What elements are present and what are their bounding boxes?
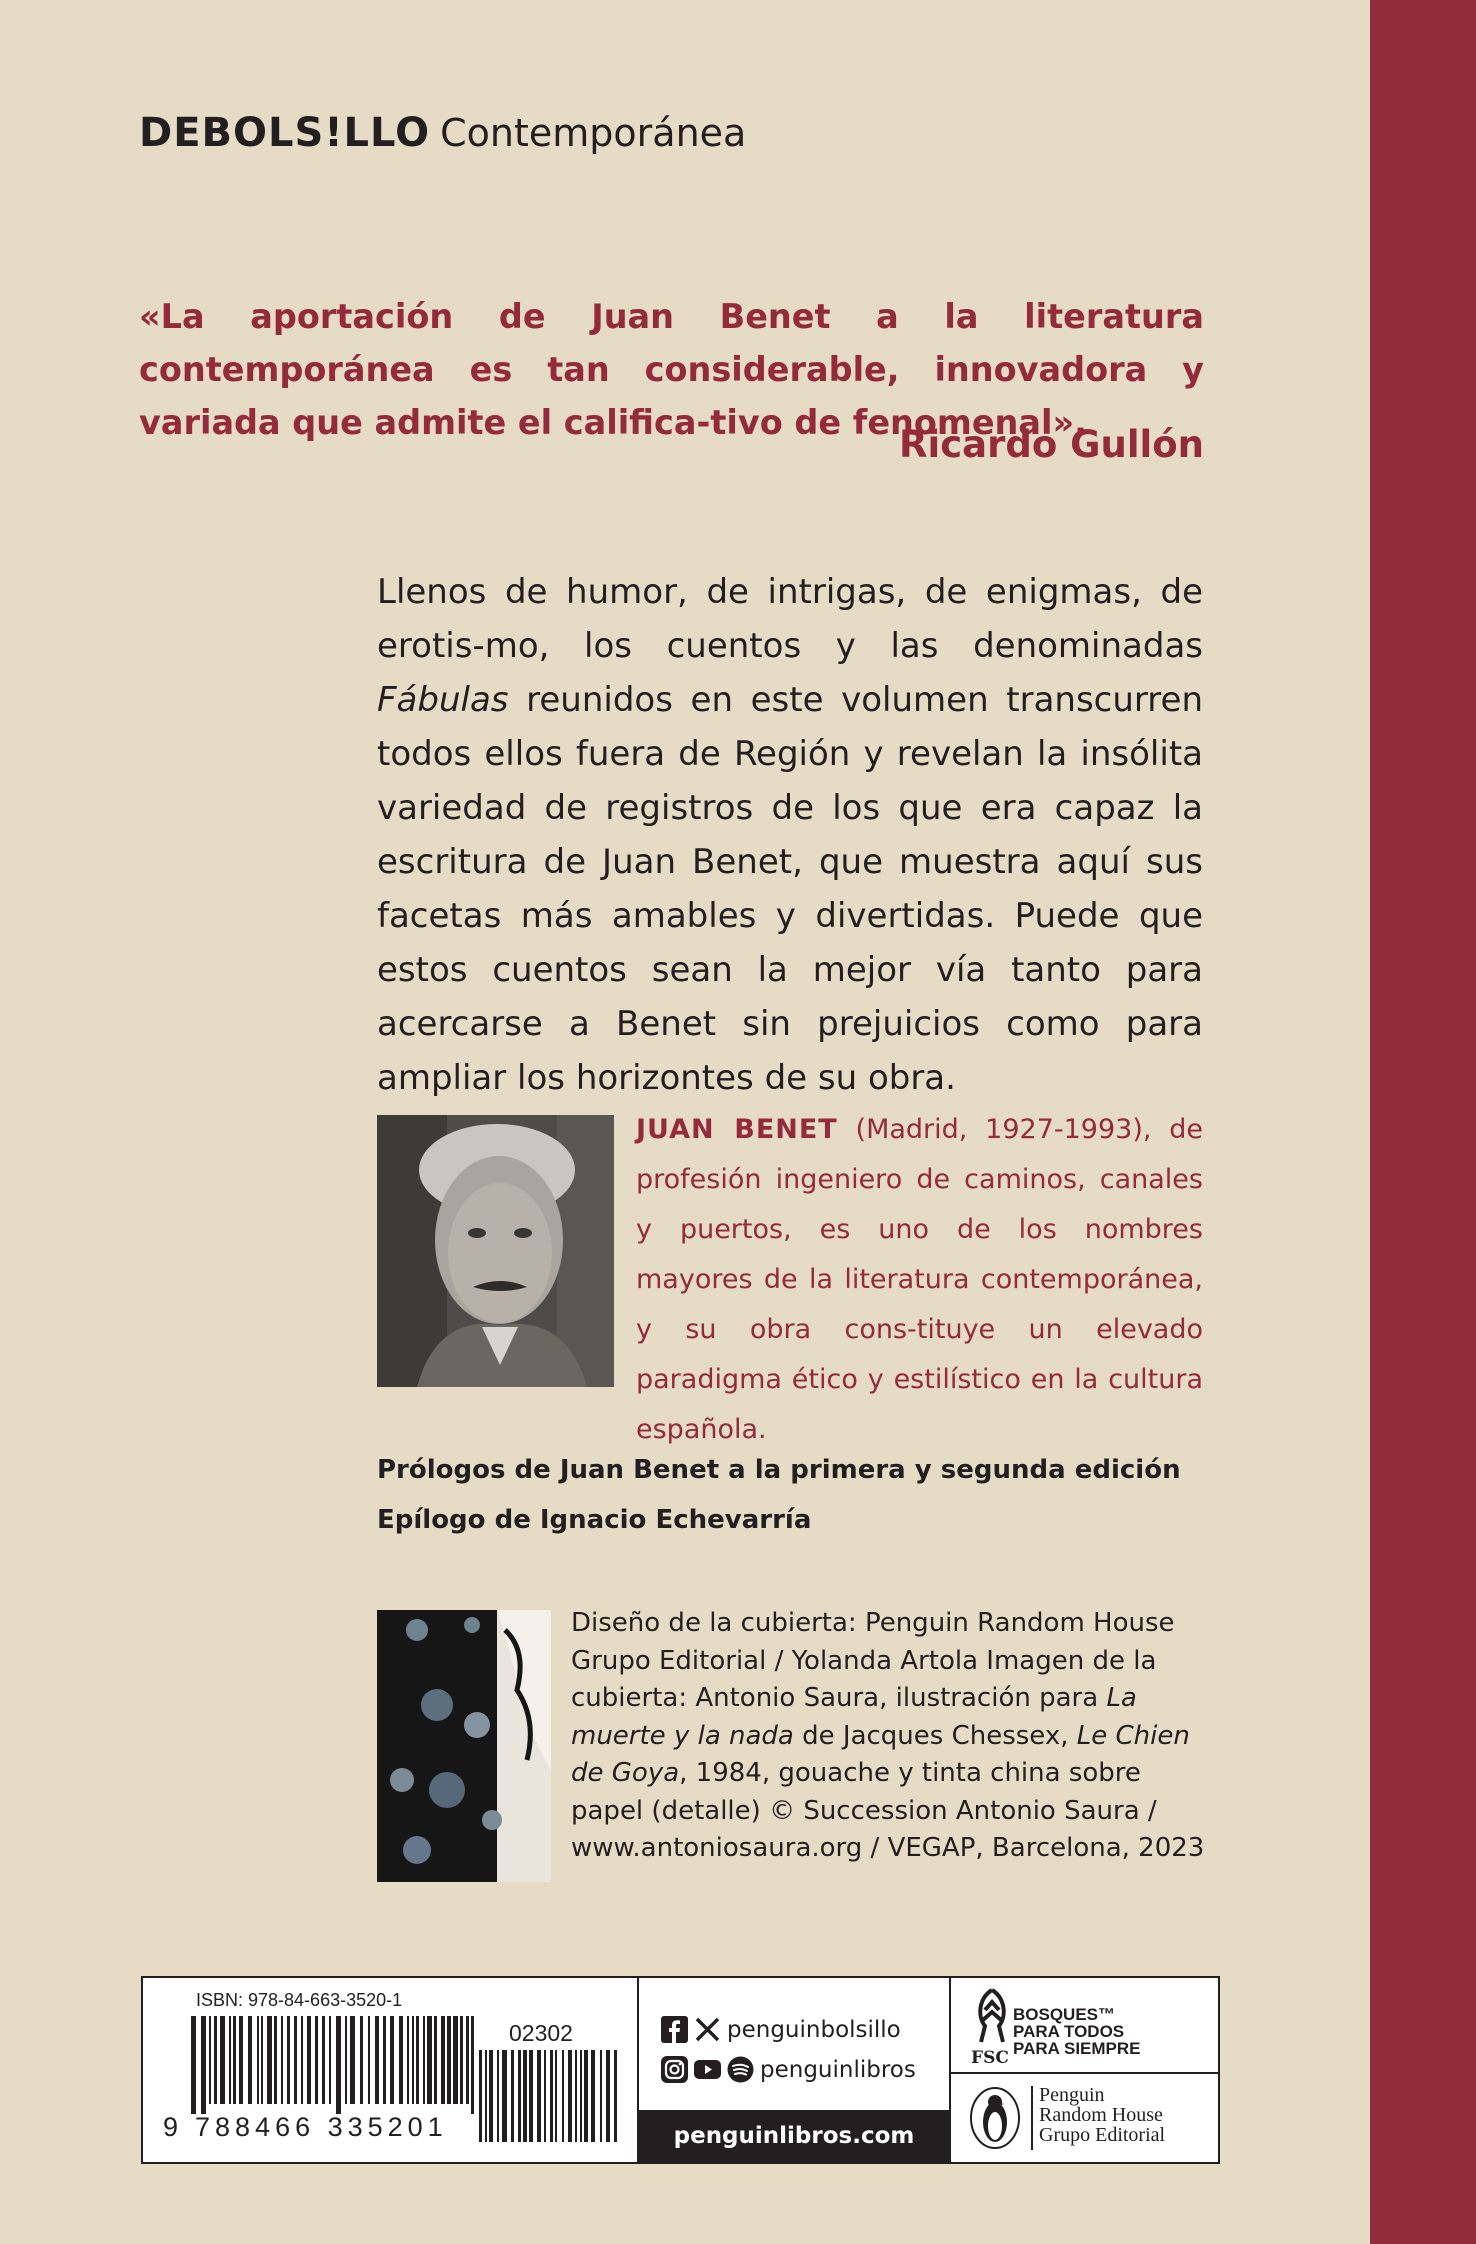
barcode-bar [544, 2050, 546, 2142]
barcode-bar [497, 2050, 499, 2142]
barcode-bar [584, 2050, 588, 2142]
author-bio [636, 1105, 1203, 1455]
barcode-bar [399, 2016, 403, 2104]
blurb-quote: «La aportación de Juan Benet a la literatura contemporánea es tan considerable, innovadora y variada que admite el califica-tivo de fenomenal». [139, 297, 1204, 442]
barcode-bar [453, 2016, 458, 2104]
author-name: JUAN BENET [636, 1114, 838, 1145]
barcode-bar [511, 2050, 514, 2142]
barcode-bar [350, 2016, 355, 2104]
barcode-bar [301, 2016, 303, 2104]
barcode-bar [315, 2016, 318, 2104]
barcode-bar [261, 2016, 263, 2104]
author-bio-text: (Madrid, 1927-1993), de profesión ingeniero de caminos, canales y puertos, es uno de los nombres mayores de la literatura contemporánea, y su obra cons-tituye un elevado paradigma ético y estilístico en la cultura española. [636, 1114, 1203, 1445]
barcode-bar [523, 2050, 527, 2142]
fsc-label: FSC [971, 2048, 1009, 2068]
barcode-bar [214, 2016, 217, 2104]
barcode-bar [257, 2016, 259, 2104]
barcode-bar [466, 2016, 469, 2104]
prh-line-1: Penguin [1039, 2084, 1105, 2106]
design-credit: Diseño de la cubierta: Penguin Random House Grupo Editorial / Yolanda Artola [571, 1608, 1175, 1676]
footer-info-box [141, 1976, 1220, 2164]
website-link[interactable]: penguinlibros.com [639, 2110, 949, 2162]
barcode-bar [229, 2016, 231, 2104]
quote-author: Ricardo Gullón [899, 423, 1204, 466]
barcode-bar [447, 2016, 451, 2104]
barcode-bar [434, 2016, 437, 2104]
barcode-bar [383, 2016, 386, 2104]
cover-design-credits [571, 1605, 1211, 1868]
prh-wordmark [1039, 2085, 1165, 2145]
synopsis [377, 565, 1203, 1105]
fsc-tagline-2: PARA TODOS [1013, 2022, 1125, 2041]
fsc-tagline-1: BOSQUES™ [1013, 2005, 1116, 2024]
barcode-bar [529, 2050, 533, 2142]
barcode-bar [502, 2050, 507, 2142]
barcode-bar [287, 2016, 290, 2104]
publisher-brand [139, 110, 746, 156]
barcode-bar [441, 2016, 445, 2104]
barcode-bar [614, 2050, 617, 2142]
image-credit-2: de Jacques Chessex, [793, 1720, 1077, 1751]
barcode-bar [423, 2016, 425, 2104]
image-credit-1: Imagen de la cubierta: Antonio Saura, ilustración para [571, 1645, 1157, 1713]
epilogue-credit: Epílogo de Ignacio Echevarría [377, 1505, 812, 1535]
ean-digits: 788466 335201 [195, 2112, 448, 2142]
fsc-tree-icon [971, 1986, 1013, 2046]
prh-line-2: Random House [1039, 2104, 1163, 2126]
logos-area [951, 1978, 1218, 2162]
social-row-2 [661, 2056, 916, 2083]
barcode-bar [555, 2050, 557, 2142]
barcode-bar [412, 2016, 414, 2104]
barcode-bar [345, 2016, 347, 2104]
logos-divider [951, 2072, 1218, 2074]
ean-first-digit: 9 [163, 2112, 179, 2142]
barcode-bar [322, 2016, 325, 2104]
barcode-bar [575, 2050, 577, 2142]
barcode-bar [600, 2050, 602, 2142]
barcode-bar [191, 2016, 196, 2114]
barcode-bar [267, 2016, 272, 2104]
barcode-bar [606, 2050, 610, 2142]
barcode-bar [329, 2016, 331, 2104]
prologues-credit: Prólogos de Juan Benet a la primera y segunda edición [377, 1455, 1181, 1485]
barcode-bar [580, 2050, 582, 2142]
barcode-bar [562, 2050, 564, 2142]
barcode-bar [407, 2016, 409, 2104]
copyright-credit: © Succession Antonio Saura / www.antoniosaura.org / VEGAP, Barcelona, 2023 [571, 1795, 1205, 1863]
barcode-bar [274, 2016, 277, 2104]
barcode-bar [390, 2016, 394, 2104]
barcode-bar [220, 2016, 225, 2104]
barcode-bar [375, 2016, 379, 2104]
price-barcode [479, 2050, 619, 2142]
barcode-bar [281, 2016, 283, 2104]
image-credit-title-2: Le Chien de Goya [571, 1720, 1190, 1788]
barcode-bar [471, 2016, 474, 2114]
barcode-bar [368, 2016, 370, 2104]
youtube-icon[interactable] [694, 2056, 721, 2083]
barcode-bar [485, 2050, 487, 2142]
barcode-bar [336, 2016, 341, 2114]
barcode-bar [427, 2016, 432, 2104]
synopsis-text-1: Llenos de humor, de intrigas, de enigmas, de erotis-mo, los cuentos y las denominadas [377, 572, 1203, 666]
handle-penguinbolsillo[interactable]: penguinbolsillo [727, 2016, 901, 2043]
instagram-icon[interactable] [661, 2056, 688, 2083]
barcode-bar [209, 2016, 211, 2104]
barcode-bar [460, 2016, 463, 2104]
x-twitter-icon[interactable] [694, 2016, 721, 2043]
fsc-tagline [1013, 2006, 1141, 2057]
price-code: 02302 [509, 2020, 573, 2046]
series-name: Contemporánea [440, 111, 747, 155]
synopsis-text-2: reunidos en este volumen transcurren todos ellos fuera de Región y revelan la insólita variedad de registros de los que era capaz la escritura de Juan Benet, que muestra aquí sus facetas más amables y divertidas. Puede que estos cuentos sean la mejor vía tanto para acercarse a Benet sin prejuicios como para ampliar los horizontes de su obra. [377, 680, 1203, 1098]
barcode-bar [489, 2050, 493, 2142]
barcode-bar [239, 2016, 243, 2104]
cover-artwork-thumbnail [377, 1610, 551, 1882]
barcode-bar [360, 2016, 363, 2104]
barcode-bar [416, 2016, 419, 2104]
barcode-bar [537, 2050, 541, 2142]
barcode-bar [233, 2016, 236, 2104]
spine-band [1370, 0, 1476, 2244]
barcode-bar [518, 2050, 521, 2142]
image-credit-title-1: La muerte y la nada [571, 1683, 1137, 1751]
barcode-bar [568, 2050, 572, 2142]
isbn-label: ISBN: 978-84-663-3520-1 [196, 1990, 403, 2010]
image-credit-3: , 1984, gouache y tinta china sobre papel (detalle) [571, 1758, 1141, 1826]
facebook-icon[interactable] [661, 2016, 688, 2043]
author-photo [377, 1115, 614, 1387]
barcode-bar [550, 2050, 553, 2142]
barcode-bar [248, 2016, 252, 2104]
penguin-logo-icon [967, 2086, 1023, 2150]
imprint-logo: DEBOLS!LLO [139, 110, 431, 156]
fsc-tagline-3: PARA SIEMPRE [1013, 2039, 1141, 2058]
spotify-icon[interactable] [727, 2056, 754, 2083]
ean-barcode [191, 2016, 481, 2114]
prh-separator [1031, 2086, 1033, 2150]
synopsis-title-italic: Fábulas [377, 680, 509, 720]
barcode-bar [591, 2050, 595, 2142]
barcode-bar [307, 2016, 311, 2104]
barcode-bar [201, 2016, 206, 2114]
handle-penguinlibros[interactable]: penguinlibros [760, 2056, 916, 2083]
prh-line-3: Grupo Editorial [1039, 2124, 1166, 2146]
barcode-bar [294, 2016, 297, 2104]
social-links [639, 1978, 949, 2162]
barcode-area [143, 1978, 637, 2162]
social-row-1 [661, 2016, 901, 2043]
